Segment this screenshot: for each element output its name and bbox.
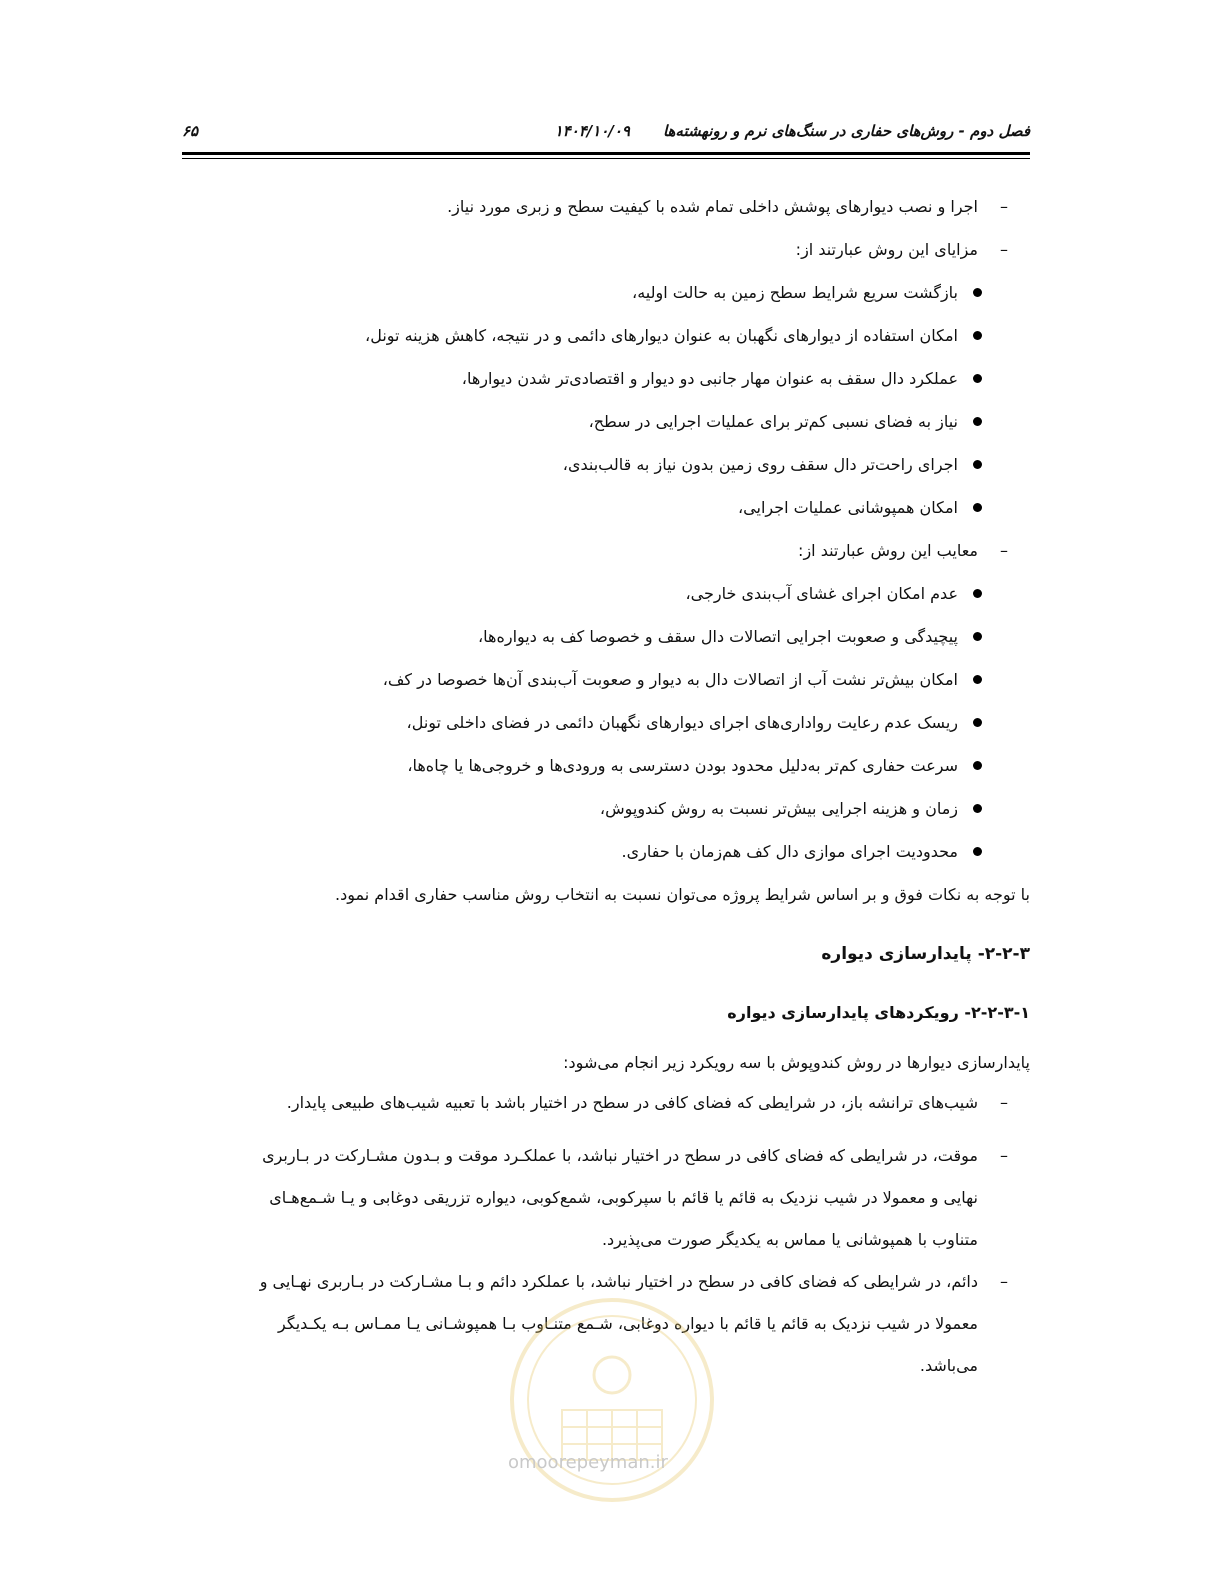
bullet-icon [973,503,982,512]
bullet-icon [973,804,982,813]
watermark-seal-icon [502,1290,722,1510]
list-item [182,196,1030,239]
list-item [182,239,1030,282]
item-text-line: می‌باشد. [919,1356,978,1375]
dash-marker: – [1000,1272,1008,1291]
advantage-item [182,282,1030,325]
chapter-title: فصل دوم - روش‌های حفاری در سنگ‌های نرم و رونهشته‌ها [662,122,1030,140]
item-text: اجرای راحت‌تر دال سقف روی زمین بدون نیاز به قالب‌بندی، [562,455,958,474]
list-item [182,540,1030,583]
dash-marker: – [1000,1146,1008,1165]
page-header [182,118,1030,148]
item-text-line: دائم، در شرایطی که فضای کافی در سطح در اختیار نباشد، با عملکرد دائم و بـا مشـارکت در بـاربری نهـایی و [259,1272,978,1291]
approach-item [182,1092,1030,1135]
bullet-icon [973,589,982,598]
item-text: ریسک عدم رعایت رواداری‌های اجرای دیوارهای نگهبان دائمی در فضای داخلی تونل، [406,713,958,732]
item-text: امکان استفاده از دیوارهای نگهبان به عنوان دیوارهای دائمی و در نتیجه، کاهش هزینه تونل، [365,326,958,345]
item-text: امکان بیش‌تر نشت آب از اتصالات دال به دیوار و صعوبت آب‌بندی آن‌ها خصوصا در کف، [382,670,958,689]
dash-marker: – [1000,197,1008,216]
disadvantage-item [182,626,1030,669]
item-text: بازگشت سریع شرایط سطح زمین به حالت اولیه، [632,283,958,302]
disadvantage-item [182,712,1030,755]
approach-item [182,1135,1030,1261]
item-text: عملکرد دال سقف به عنوان مهار جانبی دو دیوار و اقتصادی‌تر شدن دیوارها، [461,369,958,388]
item-text-line: نهایی و معمولا در شیب نزدیک به قائم یا قائم با سپرکوبی، شمع‌کوبی، دیواره تزریقی دوغابی و یـا شـمع‌هـای [269,1188,978,1207]
item-text: عدم امکان اجرای غشای آب‌بندی خارجی، [685,584,958,603]
disadvantage-item [182,669,1030,712]
item-text-line: متناوب با همپوشانی یا مماس به یکدیگر صورت می‌پذیرد. [601,1230,978,1249]
item-text: زمان و هزینه اجرایی بیش‌تر نسبت به روش کندوپوش، [599,799,958,818]
item-text: معایب این روش عبارتند از: [798,541,978,560]
header-rule-thick [182,152,1030,155]
subsection-heading: ۲-۲-۳-۱- رویکردهای پایدارسازی دیواره [727,1003,1030,1022]
bullet-icon [973,847,982,856]
advantage-item [182,497,1030,540]
conclusion-paragraph: با توجه به نکات فوق و بر اساس شرایط پروژه می‌توان نسبت به انتخاب روش مناسب حفاری اقدام نمود. [335,885,1030,904]
disadvantage-item [182,583,1030,626]
item-text-line: موقت، در شرایطی که فضای کافی در سطح در اختیار نباشد، با عملکـرد موقت و بـدون مشـارکت در بـاربری [262,1146,978,1165]
bullet-icon [973,761,982,770]
dash-marker: – [1000,240,1008,259]
item-text: شیب‌های ترانشه باز، در شرایطی که فضای کافی در سطح در اختیار باشد با تعبیه شیب‌های طبیعی پایدار. [286,1093,978,1112]
item-text-line: معمولا در شیب نزدیک به قائم یا قائم با دیواره دوغابی، شـمع متنـاوب بـا همپوشـانی یـا ممـاس بـه یکـدیگر [278,1314,978,1333]
item-text: اجرا و نصب دیوارهای پوشش داخلی تمام شده با کیفیت سطح و زبری مورد نیاز. [447,197,978,216]
page-number: ۶۵ [182,122,199,140]
bullet-icon [973,632,982,641]
bullet-icon [973,331,982,340]
bullet-icon [973,374,982,383]
dash-marker: – [1000,1093,1008,1112]
disadvantage-item [182,798,1030,841]
item-text: پیچیدگی و صعوبت اجرایی اتصالات دال سقف و خصوصا کف به دیواره‌ها، [478,627,958,646]
disadvantage-item [182,841,1030,884]
item-text: محدودیت اجرای موازی دال کف هم‌زمان با حفاری. [621,842,958,861]
item-text: نیاز به فضای نسبی کم‌تر برای عملیات اجرایی در سطح، [588,412,958,431]
bullet-icon [973,675,982,684]
bullet-icon [973,718,982,727]
advantage-item [182,454,1030,497]
dash-marker: – [1000,541,1008,560]
header-date: ۱۴۰۴/۱۰/۰۹ [554,122,630,140]
advantage-item [182,325,1030,368]
section-heading: ۲-۲-۳- پایدارسازی دیواره [821,944,1030,964]
item-text: امکان همپوشانی عملیات اجرایی، [737,498,958,517]
bullet-icon [973,417,982,426]
watermark-text: omoorepeyman.ir [508,1452,668,1473]
disadvantage-item [182,755,1030,798]
advantage-item [182,368,1030,411]
header-rule-thin [182,158,1030,159]
bullet-icon [973,288,982,297]
advantage-item [182,411,1030,454]
item-text: مزایای این روش عبارتند از: [795,240,978,259]
bullet-icon [973,460,982,469]
page-body [182,196,1030,1387]
item-text: سرعت حفاری کم‌تر به‌دلیل محدود بودن دسترسی به ورودی‌ها و خروجی‌ها یا چاه‌ها، [407,756,958,775]
intro-paragraph: پایدارسازی دیوارها در روش کندوپوش با سه رویکرد زیر انجام می‌شود: [563,1053,1030,1072]
